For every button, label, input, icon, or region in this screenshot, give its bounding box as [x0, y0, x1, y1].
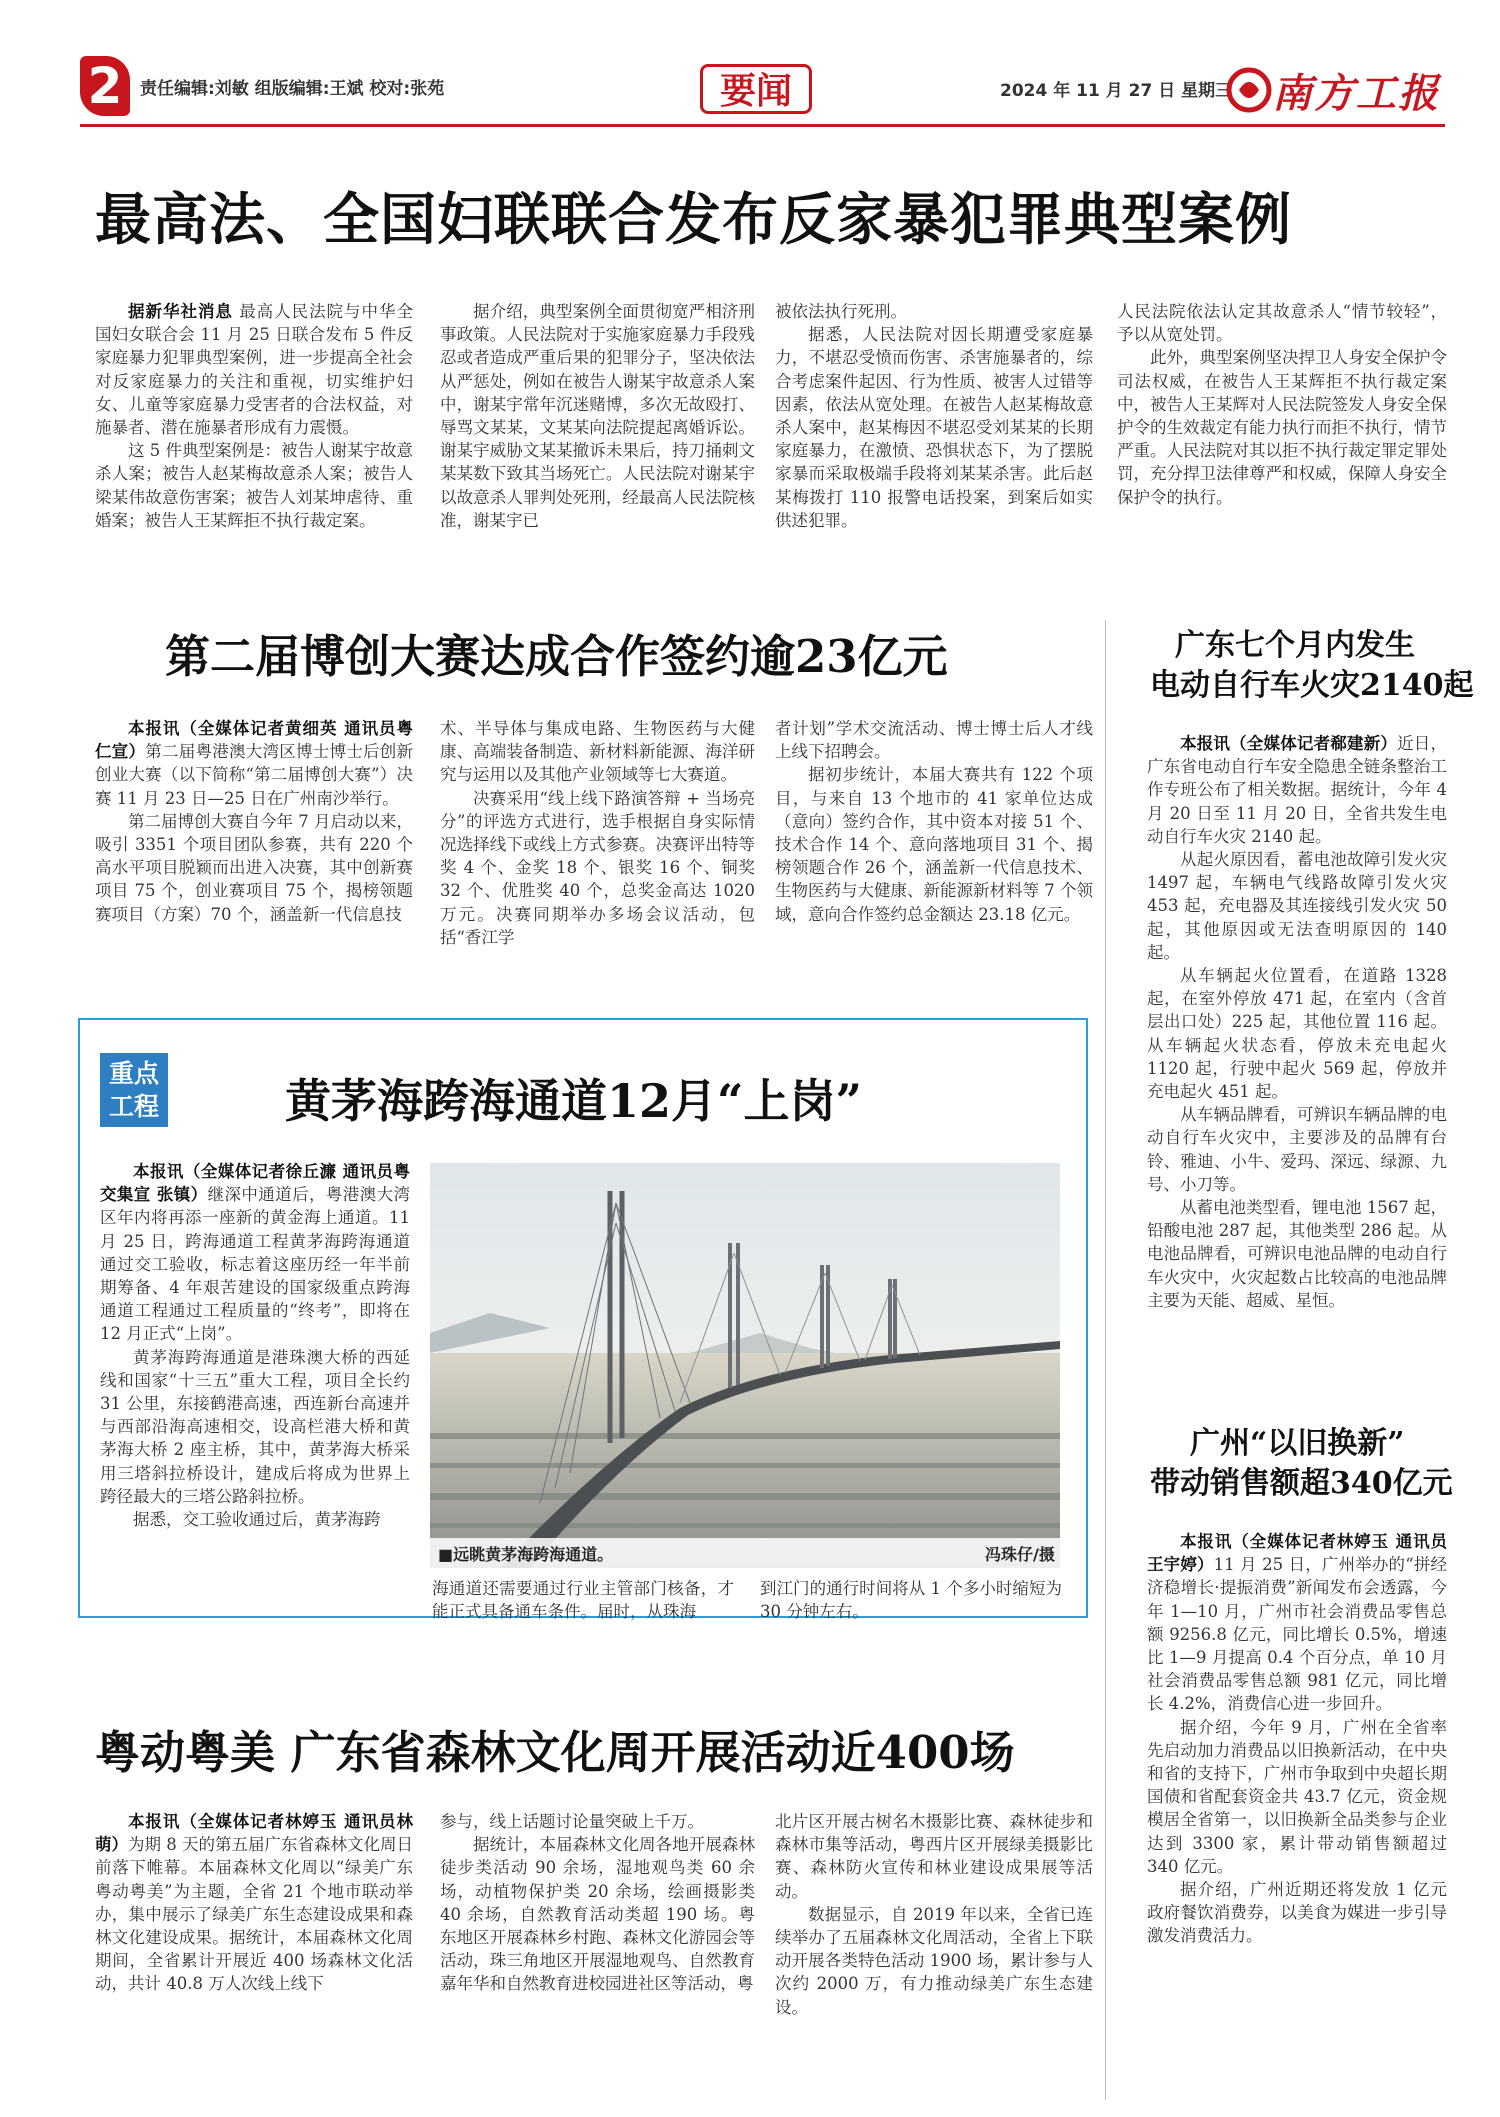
paragraph-text: 数据显示，自 2019 年以来，全省已连续举办了五届森林文化周活动，全省上下联动开展各类特色活动 1900 场，累计参与人次约 2000 万，有力推动绿美广东生态建设。: [775, 1904, 1093, 2017]
article-paragraph: [1147, 1196, 1447, 1312]
paragraph-text: 被依法执行死刑。: [775, 302, 907, 321]
paragraph-text: 从起火原因看，蓄电池故障引发火灾 1497 起，车辆电气线路故障引发火灾 453 起，充电器及其连接线引发火灾 50 起，其他原因或无法查明原因的 140 起。: [1147, 850, 1447, 962]
paragraph-text: 据悉，交工验收通过后，黄茅海跨: [133, 1510, 381, 1530]
paragraph-text: 术、半导体与集成电路、生物医药与大健康、高端装备制造、新材料新能源、海洋研究与运用以及其他产业领域等七大赛道。: [440, 719, 755, 785]
tradein-body: [1147, 1530, 1447, 1948]
paragraph-text: 为期 8 天的第五届广东省森林文化周日前落下帷幕。本届森林文化周以“绿美广东 粤动粤美”为主题，全省 21 个地市联动举办，集中展示了绿美广东生态建设成果和森林文化建设成果。据统计，本届森林文化周期间，全省累计开展近 400 场森林文化活动，共计 40.8 万人次线上线下: [95, 1835, 413, 1994]
article-paragraph: [1117, 346, 1447, 508]
article-paragraph: [775, 323, 1093, 532]
paragraph-text: 北片区开展古树名木摄影比赛、森林徒步和森林市集等活动，粤西片区开展绿美摄影比赛、森林防火宣传和林业建设成果展等活动。: [775, 1812, 1093, 1901]
paragraph-text: 据介绍，典型案例全面贯彻宽严相济刑事政策。人民法院对于实施家庭暴力手段残忍或者造成严重后果的犯罪分子，坚决依法从严惩处，例如在被告人谢某宇故意杀人案中，谢某宇常年沉迷赌博，多次无故殴打、辱骂文某某，文某某向法院提起离婚诉讼。谢某宇威胁文某某撤诉未果后，持刀捅刺文某某数下致其当场死亡。人民法院对谢某宇以故意杀人罪判处死刑，经最高人民法院核准，谢某宇已: [440, 302, 755, 530]
badge-line1: 重点: [108, 1059, 159, 1088]
lead-col-3: [775, 300, 1093, 532]
bridge-photo: [430, 1163, 1060, 1568]
issue-date: 2024 年 11 月 27 日 星期三: [1000, 81, 1233, 101]
dateline: 本报讯（全媒体记者徐丘濂 通讯员粤交集宣 张镇）: [100, 1162, 410, 1205]
paragraph-text: 据初步统计，本届大赛共有 122 个项目，与来自 13 个地市的 41 家单位达成（意向）签约合作，其中资本对接 51 个、技术合作 14 个、意向落地项目 31 个、揭榜领题合作 26 个，涵盖新一代信息技术、生物医药与大健康、新能源新材料等 7 个领域，意向合作签约总金额达 23.18 亿元。: [775, 765, 1093, 924]
tradein-headline-line2: 带动销售额超340亿元: [1150, 1466, 1453, 1501]
feature-headline: 黄茅海跨海通道12月“上岗”: [285, 1074, 862, 1128]
article-paragraph: [440, 1833, 755, 1995]
lead-col-2: [440, 300, 755, 532]
paragraph-text: 据介绍，今年 9 月，广州在全省率先启动加力消费品以旧换新活动，在中央和省的支持下，广州市争取到中央超长期国债和省配套资金共 43.7 亿元，资金规模居全省第一，以旧换新全品类参与企业达到 3300 家，累计带动销售额超过 340 亿元。: [1147, 1717, 1447, 1876]
paragraph-text: 海通道还需要通过行业主管部门核备，才能正式具备通车条件。届时，从珠海: [432, 1579, 734, 1622]
article-paragraph: [95, 810, 413, 926]
article-paragraph: [440, 717, 755, 787]
article-paragraph: [775, 1903, 1093, 2019]
forest-col-2: [440, 1810, 755, 1996]
tradein-headline-line1: 广州“以旧换新”: [1190, 1426, 1405, 1461]
article-paragraph: [1147, 1878, 1447, 1948]
article-paragraph: [432, 1577, 734, 1623]
article-paragraph: [95, 439, 413, 532]
badge-line2: 工程: [108, 1092, 159, 1121]
sidebar-divider: [1105, 620, 1106, 2100]
dateline: 据新华社消息: [128, 302, 233, 321]
paragraph-text: 决赛采用“线上线下路演答辩 + 当场亮分”的评选方式进行，选手根据自身实际情况选择线下或线上方式参赛。决赛评出特等奖 4 个、金奖 18 个、银奖 16 个、铜奖 32 个、优胜奖 40 个，总奖金高达 1020 万元。决赛同期举办多场会议活动，包括“香江学: [440, 788, 755, 947]
paragraph-text: 这 5 件典型案例是：被告人谢某宇故意杀人案；被告人赵某梅故意杀人案；被告人梁某伟故意伤害案；被告人刘某坤虐待、重婚案；被告人王某辉拒不执行裁定案。: [95, 441, 413, 530]
masthead-title: 南方工报: [1272, 70, 1440, 117]
photo-caption: ■远眺黄茅海跨海通道。: [438, 1545, 614, 1564]
article-paragraph: [775, 717, 1093, 763]
section-tag: 要闻: [700, 64, 812, 114]
paragraph-text: 11 月 25 日，广州举办的“拼经济稳增长·提振消费”新闻发布会透露，今年 1—10 月，广州市社会消费品零售总额 9256.8 亿元，同比增长 0.5%，增速比 1—9 月提高 0.4 个百分点，单 10 月社会消费品零售总额 981 亿元，同比增长 4.2%，消费信心进一步回升。: [1147, 1555, 1447, 1714]
article-paragraph: [100, 1346, 410, 1508]
feature-col-1: [100, 1160, 410, 1531]
ebike-headline-line1: 广东七个月内发生: [1175, 628, 1415, 663]
paragraph-text: 从车辆起火位置看，在道路 1328 起，在室外停放 471 起，在室内（含首层出口处）225 起，其他位置 116 起。从车辆起火状态看，停放未充电起火 1120 起，行驶中起火 569 起，停放并充电起火 451 起。: [1147, 966, 1447, 1102]
article-paragraph: [775, 300, 1093, 323]
paragraph-text: 从车辆品牌看，可辨识车辆品牌的电动自行车火灾中，主要涉及的品牌有台铃、雅迪、小牛、爱玛、深远、绿源、九号、小刀等。: [1147, 1105, 1447, 1194]
contest-headline: 第二届博创大赛达成合作签约逾23亿元: [165, 630, 948, 683]
forest-col-1: [95, 1810, 413, 1996]
dateline: 本报讯（全媒体记者林婷玉 通讯员王宇婷）: [1147, 1532, 1447, 1575]
paragraph-text: 继深中通道后，粤港澳大湾区年内将再添一座新的黄金海上通道。11 月 25 日，跨海通道工程黄茅海跨海通道通过交工验收，标志着这座历经一年半前期筹备、4 年艰苦建设的国家级重点跨海通道工程通过工程质量的“终考”，即将在 12 月正式“上岗”。: [100, 1185, 411, 1344]
page-number: 2: [80, 56, 130, 116]
feature-col-2: [432, 1577, 734, 1623]
forest-headline: 粤动粤美 广东省森林文化周开展活动近400场: [95, 1726, 1015, 1779]
paragraph-text: 此外，典型案例坚决捍卫人身安全保护令司法权威，在被告人王某辉拒不执行裁定案中，被告人王某辉对人民法院签发人身安全保护令的生效裁定有能力执行而拒不执行，情节严重。人民法院对其以拒不执行裁定罪定罪处罚，充分捍卫法律尊严和权威，保障人身安全保护令的执行。: [1117, 348, 1447, 507]
ebike-body: [1147, 732, 1447, 1312]
paragraph-text: 第二届博创大赛自今年 7 月启动以来，吸引 3351 个项目团队参赛，共有 220 个高水平项目脱颖而出进入决赛，其中创新赛项目 75 个，创业赛项目 75 个，揭榜领题赛项目（方案）70 个，涵盖新一代信息技: [95, 811, 413, 924]
article-paragraph: [95, 300, 413, 439]
header-rule: [80, 124, 1445, 127]
lead-col-4: [1117, 300, 1447, 509]
paragraph-text: 近日，广东省电动自行车安全隐患全链条整治工作专班公布了相关数据。据统计，今年 4 月 20 日至 11 月 20 日，全省共发生电动自行车火灾 2140 起。: [1147, 734, 1448, 846]
article-paragraph: [100, 1160, 410, 1346]
article-paragraph: [1117, 300, 1447, 346]
article-paragraph: [1147, 1716, 1447, 1878]
article-paragraph: [1147, 964, 1447, 1103]
paragraph-text: 人民法院依法认定其故意杀人“情节较轻”，予以从宽处罚。: [1117, 302, 1447, 345]
key-project-badge: [100, 1053, 168, 1127]
article-paragraph: [440, 300, 755, 532]
article-paragraph: [760, 1577, 1062, 1623]
article-paragraph: [1147, 848, 1447, 964]
contest-col-1: [95, 717, 413, 926]
article-paragraph: [1147, 732, 1447, 848]
article-paragraph: [100, 1508, 410, 1531]
paragraph-text: 最高人民法院与中华全国妇女联合会 11 月 25 日联合发布 5 件反家庭暴力犯罪典型案例，进一步提高全社会对反家庭暴力的关注和重视，切实维护妇女、儿童等家庭暴力受害者的合法权益，对施暴者、潜在施暴者形成有力震慑。: [95, 302, 413, 438]
dateline: 本报讯（全媒体记者黄细英 通讯员粤仁宣）: [95, 719, 413, 762]
contest-col-3: [775, 717, 1093, 926]
article-paragraph: [440, 1810, 755, 1833]
paragraph-text: 从蓄电池类型看，锂电池 1567 起，铅酸电池 287 起，其他类型 286 起。从电池品牌看，可辨识电池品牌的电动自行车火灾中，火灾起数占比较高的电池品牌主要为天能、超威、星恒。: [1147, 1198, 1447, 1310]
paragraph-text: 者计划”学术交流活动、博士博士后人才线上线下招聘会。: [775, 719, 1093, 762]
paragraph-text: 黄茅海跨海通道是港珠澳大桥的西延线和国家“十三五”重大工程，项目全长约 31 公里，东接鹤港高速，西连新台高速并与西部沿海高速相交，设高栏港大桥和黄茅海大桥 2 座主桥，其中，黄茅海大桥采用三塔斜拉桥设计，建成后将成为世界上跨径最大的三塔公路斜拉桥。: [100, 1347, 410, 1506]
paragraph-text: 第二届粤港澳大湾区博士博士后创新创业大赛（以下简称“第二届博创大赛”）决赛 11 月 23 日—25 日在广州南沙举行。: [95, 742, 413, 808]
article-paragraph: [1147, 1103, 1447, 1196]
contest-col-2: [440, 717, 755, 949]
paragraph-text: 据悉，人民法院对因长期遭受家庭暴力，不堪忍受愤而伤害、杀害施暴者的，综合考虑案件起因、行为性质、被害人过错等因素，依法从宽处理。在被告人赵某梅故意杀人案中，赵某梅因不堪忍受刘某某的长期家庭暴力，在激愤、恐惧状态下，为了摆脱家暴而采取极端手段将刘某某杀害。此后赵某梅拨打 110 报警电话投案，到案后如实供述犯罪。: [775, 325, 1093, 530]
photo-credit: 冯珠仔/摄: [985, 1545, 1055, 1564]
ebike-headline-line2: 电动自行车火灾2140起: [1150, 668, 1474, 703]
article-paragraph: [775, 763, 1093, 925]
article-paragraph: [95, 717, 413, 810]
forest-col-3: [775, 1810, 1093, 2019]
dateline: 本报讯（全媒体记者郗建新）: [1180, 734, 1398, 753]
article-paragraph: [95, 1810, 413, 1996]
paragraph-text: 到江门的通行时间将从 1 个多小时缩短为 30 分钟左右。: [760, 1579, 1062, 1622]
paragraph-text: 据介绍，广州近期还将发放 1 亿元政府餐饮消费券，以美食为媒进一步引导激发消费活力。: [1147, 1880, 1447, 1946]
lead-headline: 最高法、全国妇联联合发布反家暴犯罪典型案例: [95, 187, 1292, 253]
lead-col-1: [95, 300, 413, 532]
paragraph-text: 参与，线上话题讨论量突破上千万。: [440, 1812, 704, 1831]
editor-credits: 责任编辑:刘敏 组版编辑:王斌 校对:张苑: [140, 79, 445, 99]
paragraph-text: 据统计，本届森林文化周各地开展森林徒步类活动 90 余场，湿地观鸟类 60 余场，动植物保护类 20 余场，绘画摄影类 40 余场，自然教育活动类超 190 场。粤东地区开展森林乡村跑、森林文化游园会等活动，珠三角地区开展湿地观鸟、自然教育嘉年华和自然教育进校园进社区等活动，粤: [440, 1835, 755, 1994]
article-paragraph: [775, 1810, 1093, 1903]
feature-col-3: [760, 1577, 1062, 1623]
article-paragraph: [440, 787, 755, 949]
dateline: 本报讯（全媒体记者林婷玉 通讯员林萌）: [95, 1812, 413, 1855]
article-paragraph: [1147, 1530, 1447, 1716]
